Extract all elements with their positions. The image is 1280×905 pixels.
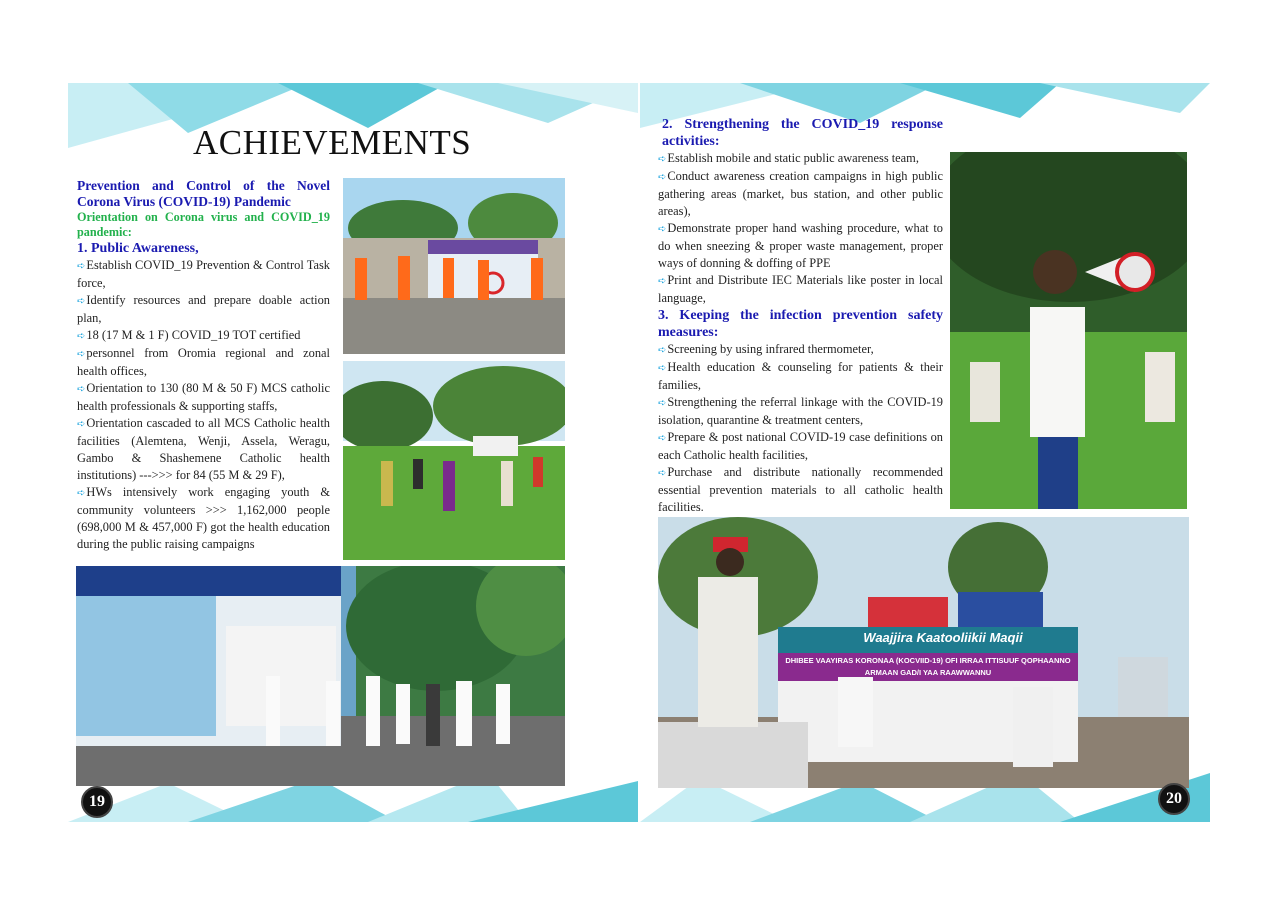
- list-item: ➪Demonstrate proper hand washing procedure, what to do when sneezing & proper waste management, proper ways of donning & doffing of PPE: [658, 221, 943, 270]
- arrow-icon: ➪: [658, 224, 667, 235]
- photo-truck-banner-speech: [658, 517, 1189, 788]
- arrow-icon: ➪: [658, 363, 667, 374]
- photo-truck-volunteers: [76, 566, 565, 786]
- page-title: ACHIEVEMENTS: [193, 123, 472, 162]
- arrow-icon: ➪: [77, 349, 86, 360]
- list-item: ➪Establish COVID_19 Prevention & Control Task force,: [77, 258, 330, 290]
- arrow-icon: ➪: [77, 296, 86, 307]
- list-item: ➪Conduct awareness creation campaigns in high public gathering areas (market, bus station, and other public areas),: [658, 169, 943, 218]
- list-item: ➪Establish mobile and static public awareness team,: [658, 151, 919, 165]
- list-item: ➪Screening by using infrared thermometer,: [658, 342, 874, 356]
- section-title-2: 2. Strengthening the COVID_19 response activities:: [662, 117, 943, 149]
- photo-community-gathering: [343, 361, 565, 560]
- page-number: 20: [1158, 783, 1190, 815]
- section-title-3: 3. Keeping the infection prevention safety measures:: [658, 308, 943, 340]
- sub-heading: Orientation on Corona virus and COVID_19 pandemic:: [77, 210, 330, 239]
- left-text-column: [77, 178, 330, 553]
- photo-task-force-banner: [343, 178, 565, 354]
- list-item: ➪18 (17 M & 1 F) COVID_19 TOT certified: [77, 328, 301, 342]
- photo-megaphone-speaker: [950, 152, 1187, 509]
- page-number: 19: [81, 786, 113, 818]
- arrow-icon: ➪: [658, 345, 667, 356]
- arrow-icon: ➪: [77, 331, 86, 342]
- list-item: ➪HWs intensively work engaging youth & community volunteers >>> 1,162,000 people (698,000 M & 457,000 F) got the health education during the public raising campaigns: [77, 485, 330, 551]
- left-page: [68, 83, 638, 822]
- right-text-column: [658, 116, 943, 516]
- list-item: ➪Health education & counseling for patients & their families,: [658, 360, 943, 392]
- arrow-icon: ➪: [658, 433, 667, 444]
- arrow-icon: ➪: [77, 384, 86, 395]
- list-item: ➪personnel from Oromia regional and zonal health offices,: [77, 346, 330, 378]
- section-title-1: 1. Public Awareness,: [77, 241, 199, 256]
- arrow-icon: ➪: [658, 468, 667, 479]
- arrow-icon: ➪: [77, 419, 86, 430]
- banner-line1: DHIBEE VAAYIRAS KORONAA (KOCVIID-19) OFI IRRAA ITTISUUF QOPHAANNO: [785, 656, 1071, 665]
- right-page: [640, 83, 1210, 822]
- list-item: ➪Purchase and distribute nationally recommended essential prevention materials to all catholic health facilities.: [658, 465, 943, 514]
- list-item: ➪Prepare & post national COVID-19 case definitions on each Catholic health facilities,: [658, 430, 943, 462]
- arrow-icon: ➪: [658, 154, 667, 165]
- arrow-icon: ➪: [658, 276, 667, 287]
- banner-line2: ARMAAN GAD/I YAA RAAWWANNU: [864, 668, 992, 677]
- list-item: ➪Orientation to 130 (80 M & 50 F) MCS catholic health professionals & supporting staffs,: [77, 381, 330, 413]
- list-item: ➪Identify resources and prepare doable action plan,: [77, 293, 330, 325]
- list-item: ➪Orientation cascaded to all MCS Catholic health facilities (Alemtena, Wenji, Assela, Weragu, Gambo & Shashemene Catholic health institutions) --->>> for 84 (55 M & 29 F),: [77, 416, 330, 482]
- arrow-icon: ➪: [658, 398, 667, 409]
- list-item: ➪Print and Distribute IEC Materials like poster in local language,: [658, 273, 943, 305]
- arrow-icon: ➪: [77, 488, 86, 499]
- main-heading: Prevention and Control of the Novel Corona Virus (COVID-19) Pandemic: [77, 178, 330, 209]
- arrow-icon: ➪: [77, 261, 86, 272]
- banner-title: Waajjira Kaatooliikii Maqii: [863, 630, 1023, 645]
- list-item: ➪Strengthening the referral linkage with the COVID-19 isolation, quarantine & treatment centers,: [658, 395, 943, 427]
- arrow-icon: ➪: [658, 172, 667, 183]
